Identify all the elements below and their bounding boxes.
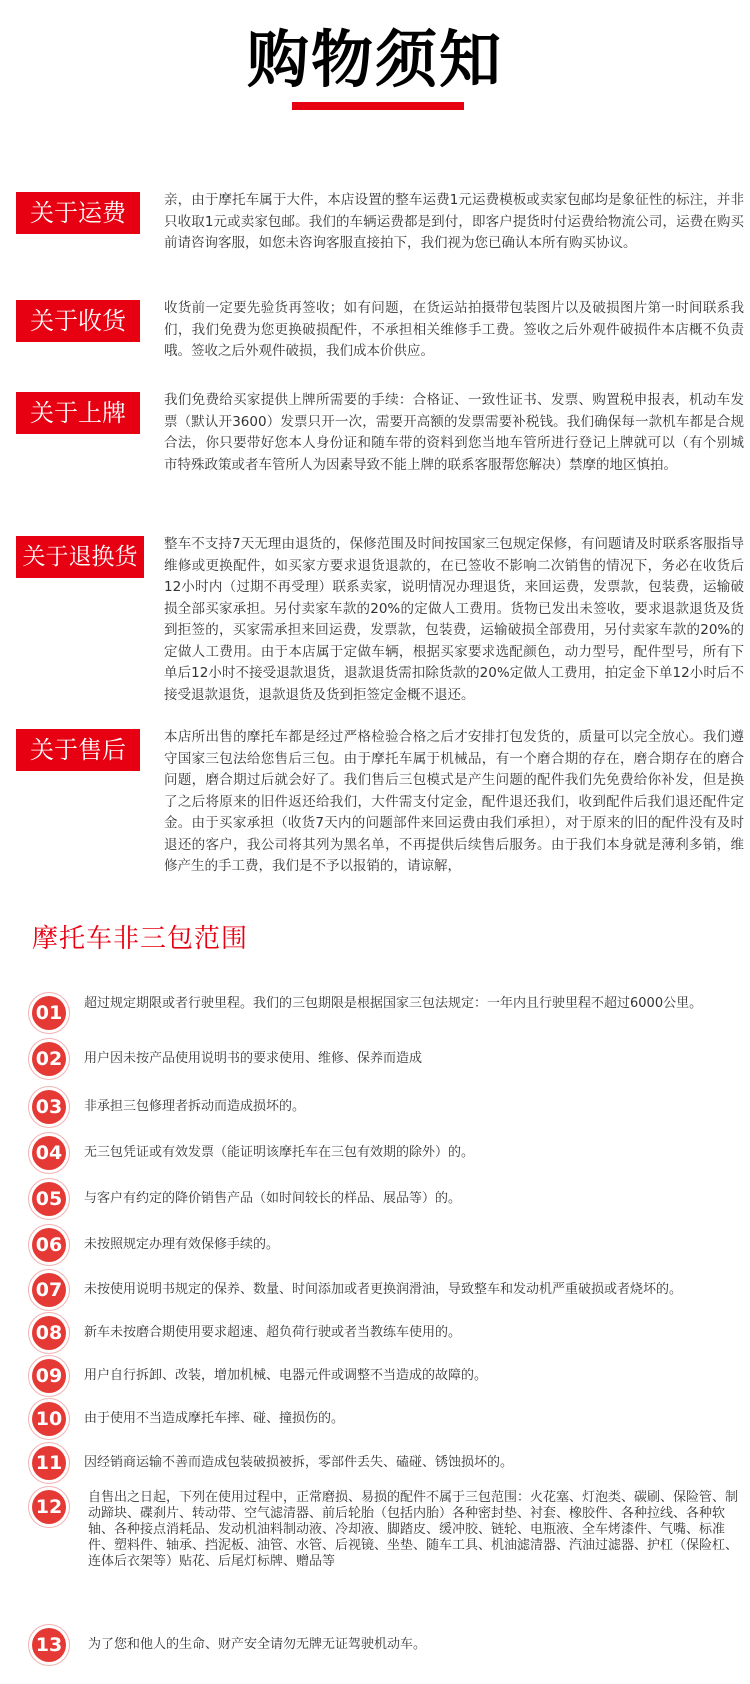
number-badge: 06 [32, 1228, 66, 1262]
title-underline [292, 102, 464, 110]
number-badge: 05 [32, 1182, 66, 1216]
item-text: 自售出之日起，下列在使用过程中，正常磨损、易损的配件不属于三包范围：火花塞、灯泡类、碳刷、保险管、制动蹄块、碟刹片、转动带、空气滤清器、前后轮胎（包括内胎）各种密封垫、衬套、橡胶件、各种拉线、各种软轴、各种接点消耗品、发动机油料制动液、冷却液、脚踏皮、缓冲胶、链轮、电瓶液、全车烤漆件、气嘴、标准件、塑料件、轴承、挡泥板、油管、水管、后视镜、坐垫、随车工具、机油滤清器、汽油过滤器、护杠（保险杠、连体后衣架等）贴花、后尾灯标牌、赠品等 [88, 1490, 739, 1569]
number-badge: 04 [32, 1136, 66, 1170]
section-badge: 关于上牌 [16, 392, 140, 434]
item-text: 新车未按磨合期使用要求超速、超负荷行驶或者当教练车使用的。 [84, 1325, 462, 1340]
item-text: 由于使用不当造成摩托车摔、碰、撞损伤的。 [84, 1411, 345, 1426]
section-text: 整车不支持7天无理由退货的，保修范围及时间按国家三包规定保修，有问题请及时联系客服指导维修或更换配件，如买家方要求退货退款的，在已签收不影响二次销售的情况下，务必在收货后12小时内（过期不再受理）联系卖家，说明情况办理退货，来回运费，发票款，包装费，运输破损全部买家承担。另付卖家车款的20%的定做人工费用。货物已发出未签收，要求退款退货及货到拒签的，买家需承担来回运费，发票款，包装费，运输破损全部费用，另付卖家车款的20%的定做人工费用。由于本店属于定做车辆，根据买家要求选配颜色，动力型号，配件型号，所有下单后12小时不接受退款退货，退款退货需扣除货款的20%定做人工费用，拍定金下单12小时后不接受退款退货，退款退货及货到拒签定金概不退还。 [164, 536, 744, 703]
number-badge: 02 [32, 1042, 66, 1076]
number-badge: 13 [32, 1628, 66, 1662]
exclusions-title: 摩托车非三包范围 [32, 924, 249, 954]
item-text: 为了您和他人的生命、财产安全请勿无牌无证驾驶机动车。 [88, 1637, 427, 1652]
section-badge: 关于退换货 [16, 536, 144, 578]
number-badge: 09 [32, 1359, 66, 1393]
number-badge: 01 [32, 996, 66, 1030]
number-badge: 03 [32, 1090, 66, 1124]
page-title: 购物须知 [246, 23, 503, 96]
section-text: 收货前一定要先验货再签收；如有问题，在货运站拍摄带包装图片以及破损图片第一时间联系我们，我们免费为您更换破损配件，不承担相关维修手工费。签收之后外观件破损件本店概不负责哦。签收之后外观件破损，我们成本价供应。 [164, 300, 744, 359]
item-text: 无三包凭证或有效发票（能证明该摩托车在三包有效期的除外）的。 [84, 1145, 475, 1160]
number-badge: 10 [32, 1402, 66, 1436]
section-badge: 关于收货 [16, 300, 140, 342]
section-badge: 关于售后 [16, 729, 140, 771]
section-text: 我们免费给买家提供上牌所需要的手续：合格证、一致性证书、发票、购置税申报表，机动车发票（默认开3600）发票只开一次，需要开高额的发票需要补税钱。我们确保每一款机车都是合规合法，你只要带好您本人身份证和随车带的资料到您当地车管所进行登记上牌就可以（有个别城市特殊政策或者车管所人为因素导致不能上牌的联系客服帮您解决）禁摩的地区慎拍。 [164, 392, 744, 473]
item-text: 超过规定期限或者行驶里程。我们的三包期限是根据国家三包法规定：一年内且行驶里程不超过6000公里。 [84, 996, 703, 1011]
item-text: 用户因未按产品使用说明书的要求使用、维修、保养而造成 [84, 1051, 423, 1066]
item-text: 未按使用说明书规定的保养、数量、时间添加或者更换润滑油，导致整车和发动机严重破损或者烧坏的。 [84, 1282, 683, 1297]
number-badge: 08 [32, 1316, 66, 1350]
item-text: 与客户有约定的降价销售产品（如时间较长的样品、展品等）的。 [84, 1191, 462, 1206]
item-text: 未按照规定办理有效保修手续的。 [84, 1237, 280, 1252]
item-text: 用户自行拆卸、改装，增加机械、电器元件或调整不当造成的故障的。 [84, 1368, 488, 1383]
item-text: 非承担三包修理者拆动而造成损坏的。 [84, 1099, 306, 1114]
section-text: 亲，由于摩托车属于大件，本店设置的整车运费1元运费模板或卖家包邮均是象征性的标注，并非只收取1元或卖家包邮。我们的车辆运费都是到付，即客户提货时付运费给物流公司，运费在购买前请咨询客服，如您未咨询客服直接拍下，我们视为您已确认本所有购买协议。 [164, 192, 744, 251]
number-badge: 11 [32, 1446, 66, 1480]
number-badge: 07 [32, 1273, 66, 1307]
item-text: 因经销商运输不善而造成包装破损被拆，零部件丢失、磕碰、锈蚀损坏的。 [84, 1455, 514, 1470]
section-text: 本店所出售的摩托车都是经过严格检验合格之后才安排打包发货的，质量可以完全放心。我们遵守国家三包法给您售后三包。由于摩托车属于机械品，有一个磨合期的存在，磨合期存在的磨合问题，磨合期过后就会好了。我们售后三包模式是产生问题的配件我们先免费给你补发，但是换了之后将原来的旧件返还给我们，大件需支付定金，配件退还我们，收到配件后我们退还配件定金。由于买家承担（收货7天内的问题部件来回运费由我们承担），对于原来的旧的配件没有及时退还的客户，我公司将其列为黑名单，不再提供后续售后服务。由于我们本身就是薄利多销，维修产生的手工费，我们是不予以报销的，请谅解， [164, 729, 744, 874]
number-badge: 12 [32, 1490, 66, 1524]
section-badge: 关于运费 [16, 192, 140, 234]
